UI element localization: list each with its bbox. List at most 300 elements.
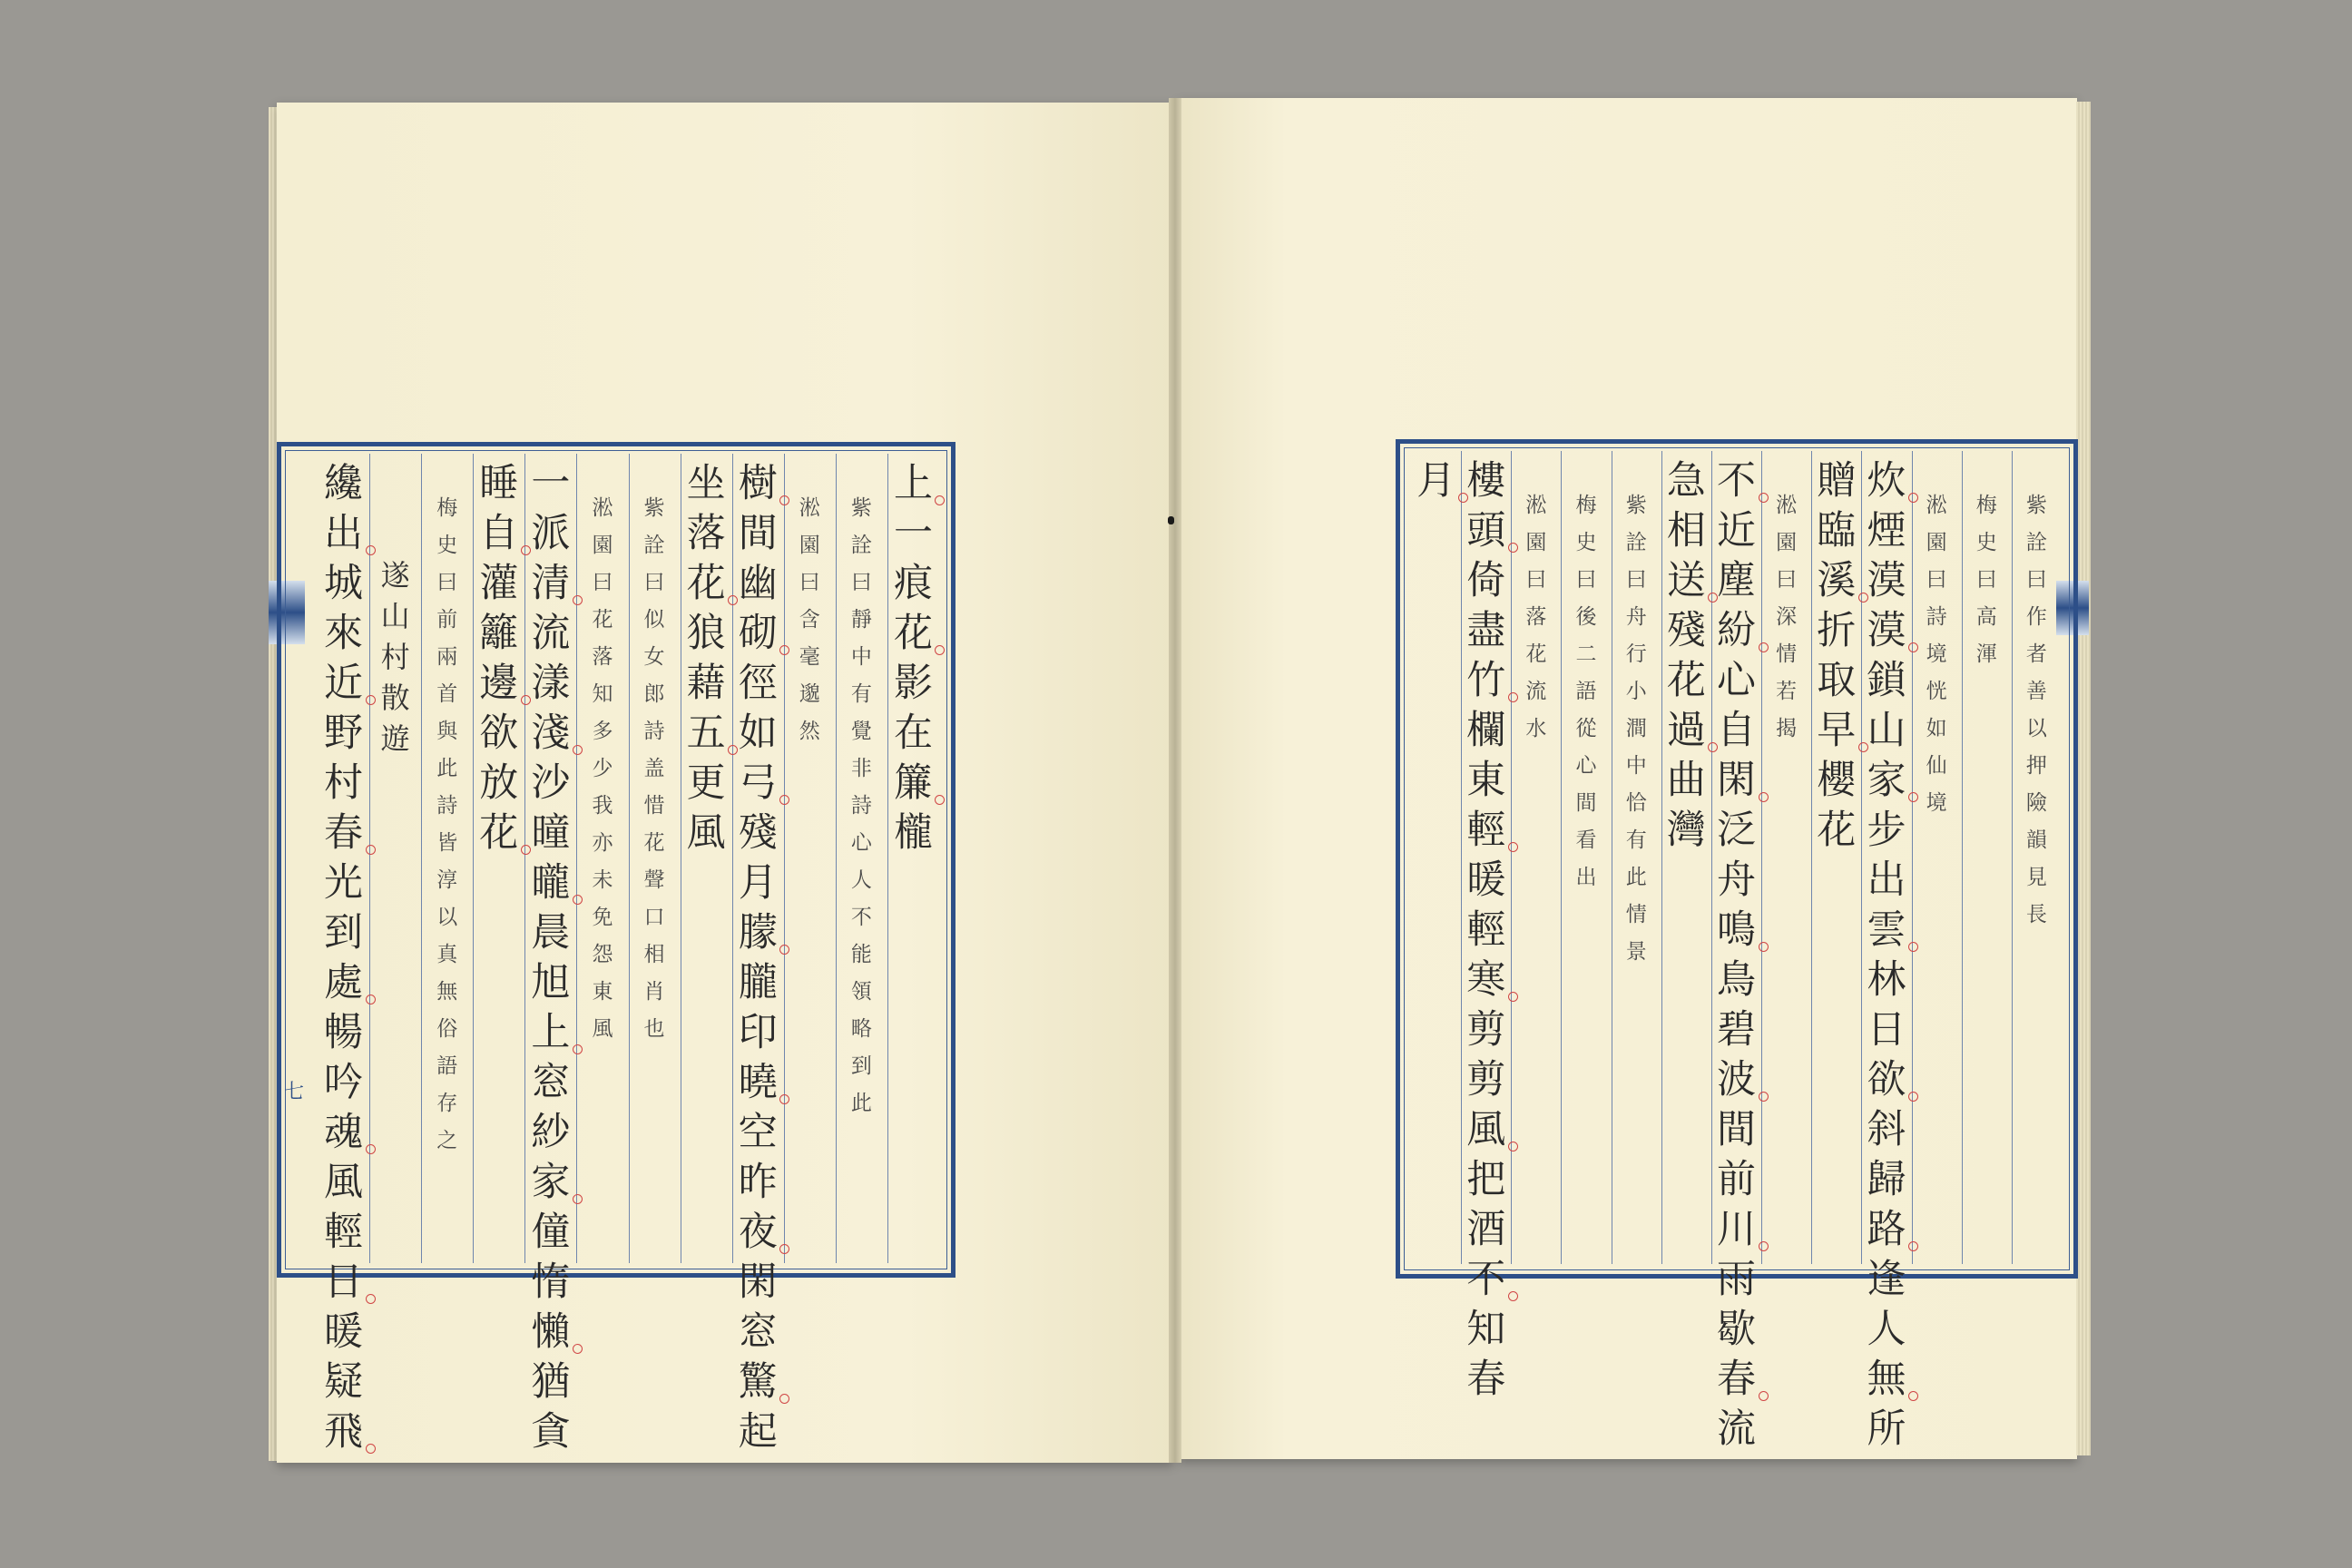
- glyph: 紗: [531, 1110, 571, 1155]
- glyph: 月: [738, 860, 778, 906]
- glyph: 恰: [1625, 791, 1647, 815]
- glyph: 歸: [1867, 1157, 1906, 1202]
- glyph: 惜: [643, 794, 665, 818]
- glyph: 史: [436, 534, 458, 557]
- glyph: 情: [1625, 903, 1647, 926]
- punctuation-mark: [366, 695, 376, 705]
- glyph: 漠: [1867, 558, 1906, 603]
- glyph: 紫: [2025, 494, 2047, 517]
- text-column-note: [1573, 487, 1600, 897]
- glyph: 流: [1717, 1406, 1756, 1452]
- glyph: 恍: [1926, 680, 1947, 703]
- punctuation-mark: [573, 595, 583, 605]
- column-rule: [629, 454, 630, 1263]
- glyph: 坐: [686, 461, 726, 506]
- glyph: 櫻: [1817, 758, 1857, 803]
- glyph: 風: [592, 1017, 613, 1041]
- glyph: 日: [1867, 1007, 1906, 1053]
- glyph: 路: [1867, 1207, 1906, 1252]
- glyph: 梅: [436, 496, 458, 520]
- column-text: [531, 459, 570, 1457]
- column-rule: [1661, 451, 1662, 1264]
- glyph: 渾: [1975, 642, 1997, 666]
- column-text: [1525, 487, 1546, 748]
- glyph: 雨: [1717, 1257, 1756, 1302]
- glyph: 此: [436, 757, 458, 780]
- column-rule: [1811, 451, 1812, 1264]
- glyph: 曨: [531, 860, 571, 906]
- column-rule: [473, 454, 474, 1263]
- column-rule: [1962, 451, 1963, 1264]
- glyph: 泛: [1717, 808, 1756, 853]
- glyph: 竹: [1466, 658, 1506, 703]
- glyph: 酒: [1466, 1207, 1506, 1252]
- punctuation-mark: [1759, 1092, 1769, 1102]
- glyph: 漠: [1867, 608, 1906, 653]
- column-text: [381, 555, 410, 760]
- text-column-note: [1622, 487, 1650, 971]
- glyph: 人: [1867, 1307, 1906, 1352]
- glyph: 境: [1926, 791, 1947, 815]
- text-column-note: [641, 490, 668, 1048]
- glyph: 東: [1466, 758, 1506, 803]
- glyph: 家: [1867, 758, 1906, 803]
- punctuation-mark: [1858, 593, 1868, 603]
- glyph: 輕: [1466, 808, 1506, 853]
- glyph: 皆: [436, 831, 458, 855]
- glyph: 幽: [738, 561, 778, 606]
- glyph: 有: [850, 682, 872, 706]
- glyph: 邊: [479, 661, 519, 706]
- punctuation-mark: [366, 845, 376, 855]
- glyph: 殘: [1666, 608, 1706, 653]
- glyph: 落: [592, 645, 613, 669]
- glyph: 紛: [1717, 608, 1756, 653]
- text-column-main: [1713, 456, 1760, 1455]
- glyph: 詮: [643, 534, 665, 557]
- glyph: 輕: [1466, 907, 1506, 953]
- glyph: 知: [1466, 1307, 1506, 1352]
- glyph: 逢: [1867, 1257, 1906, 1302]
- glyph: 善: [2025, 680, 2047, 703]
- glyph: 藉: [686, 661, 726, 706]
- glyph: 到: [324, 910, 364, 956]
- glyph: 詩: [850, 794, 872, 818]
- column-text: [1926, 487, 1947, 822]
- column-rule: [1912, 451, 1913, 1264]
- glyph: 林: [1867, 957, 1906, 1003]
- glyph: 見: [2025, 866, 2047, 889]
- glyph: 在: [893, 710, 933, 756]
- glyph: 急: [1666, 458, 1706, 504]
- punctuation-mark: [1508, 543, 1518, 553]
- glyph: 人: [850, 868, 872, 892]
- text-column-main: [1463, 456, 1510, 1405]
- glyph: 間: [738, 511, 778, 556]
- glyph: 鳥: [1717, 957, 1756, 1003]
- glyph: 詩: [1926, 605, 1947, 629]
- column-rule: [732, 454, 733, 1263]
- glyph: 淞: [1776, 494, 1798, 517]
- glyph: 淺: [531, 710, 571, 756]
- column-text: [1867, 456, 1906, 1455]
- glyph: 行: [1625, 642, 1647, 666]
- glyph: 詮: [1625, 531, 1647, 554]
- glyph: 早: [1817, 708, 1857, 753]
- column-rule: [2012, 451, 2013, 1264]
- glyph: 暖: [324, 1309, 364, 1355]
- glyph: 不: [1466, 1257, 1506, 1302]
- glyph: 無: [436, 980, 458, 1004]
- glyph: 流: [1525, 680, 1547, 703]
- glyph: 炊: [1867, 458, 1906, 504]
- glyph: 灣: [1666, 808, 1706, 853]
- glyph: 一: [531, 461, 571, 506]
- glyph: 曰: [799, 571, 820, 594]
- punctuation-mark: [1508, 692, 1518, 702]
- column-rule: [421, 454, 422, 1263]
- text-column-main: [889, 459, 936, 858]
- punctuation-mark: [1908, 942, 1918, 952]
- text-column-main: [475, 459, 523, 858]
- text-column-main: [734, 459, 781, 1457]
- glyph: 淞: [1525, 494, 1547, 517]
- glyph: 未: [592, 868, 613, 892]
- column-rule: [1861, 451, 1862, 1264]
- glyph: 郎: [643, 682, 665, 706]
- glyph: 心: [1575, 754, 1597, 778]
- glyph: 毫: [799, 645, 820, 669]
- column-text: [1626, 487, 1647, 971]
- glyph: 曲: [1666, 758, 1706, 803]
- glyph: 曰: [1975, 568, 1997, 592]
- glyph: 空: [738, 1110, 778, 1155]
- text-column-title: [376, 555, 416, 760]
- column-text: [1466, 456, 1505, 1405]
- glyph: 花: [1525, 642, 1547, 666]
- glyph: 紫: [643, 496, 665, 520]
- glyph: 上: [531, 1010, 571, 1055]
- glyph: 遂: [380, 558, 410, 593]
- text-column-main: [1413, 456, 1460, 506]
- text-column-note: [1973, 487, 2000, 673]
- text-column-note: [434, 490, 461, 1160]
- glyph: 多: [592, 720, 613, 743]
- glyph: 贈: [1817, 458, 1857, 504]
- text-column-main: [1662, 456, 1710, 856]
- glyph: 情: [1776, 642, 1798, 666]
- glyph: 盖: [643, 757, 665, 780]
- glyph: 此: [1625, 866, 1647, 889]
- punctuation-mark: [1759, 1241, 1769, 1251]
- glyph: 惰: [531, 1259, 571, 1305]
- glyph: 後: [1575, 605, 1597, 629]
- glyph: 花: [893, 611, 933, 656]
- glyph: 飛: [324, 1409, 364, 1455]
- glyph: 相: [643, 943, 665, 966]
- glyph: 日: [324, 1259, 364, 1305]
- column-rule: [836, 454, 837, 1263]
- glyph: 輕: [324, 1210, 364, 1255]
- glyph: 春: [1717, 1357, 1756, 1402]
- glyph: 兩: [436, 645, 458, 669]
- glyph: 詮: [850, 534, 872, 557]
- glyph: 風: [324, 1160, 364, 1205]
- glyph: 知: [592, 682, 613, 706]
- punctuation-mark: [1908, 493, 1918, 503]
- glyph: 以: [436, 906, 458, 929]
- glyph: 山: [1867, 708, 1906, 753]
- glyph: 紫: [1625, 494, 1647, 517]
- glyph: 五: [686, 710, 726, 756]
- glyph: 晨: [531, 910, 571, 956]
- glyph: 暖: [1466, 858, 1506, 903]
- glyph: 也: [643, 1017, 665, 1041]
- glyph: 山: [380, 599, 410, 633]
- column-text: [1717, 456, 1756, 1455]
- glyph: 園: [799, 534, 820, 557]
- glyph: 漾: [531, 661, 571, 706]
- glyph: 朦: [738, 910, 778, 956]
- text-column-note: [848, 490, 875, 1122]
- glyph: 詩: [436, 794, 458, 818]
- text-column-main: [1863, 456, 1910, 1455]
- glyph: 然: [799, 720, 820, 743]
- glyph: 自: [479, 511, 519, 556]
- glyph: 簾: [893, 760, 933, 806]
- glyph: 弓: [738, 760, 778, 806]
- glyph: 家: [531, 1160, 571, 1205]
- glyph: 派: [531, 511, 571, 556]
- text-column-main: [527, 459, 574, 1457]
- glyph: 村: [324, 760, 364, 806]
- glyph: 寒: [1466, 957, 1506, 1003]
- punctuation-mark: [1759, 642, 1769, 652]
- glyph: 有: [1625, 828, 1647, 852]
- column-rule: [1461, 451, 1462, 1264]
- glyph: 曰: [1625, 568, 1647, 592]
- glyph: 淞: [1926, 494, 1947, 517]
- glyph: 吟: [324, 1060, 364, 1105]
- glyph: 以: [2025, 717, 2047, 740]
- glyph: 中: [850, 645, 872, 669]
- column-text: [1576, 487, 1597, 897]
- glyph: 猶: [531, 1359, 571, 1405]
- glyph: 遊: [380, 721, 410, 756]
- glyph: 園: [592, 534, 613, 557]
- glyph: 印: [738, 1010, 778, 1055]
- glyph: 中: [1625, 754, 1647, 778]
- glyph: 出: [1867, 858, 1906, 903]
- glyph: 相: [1666, 508, 1706, 554]
- column-text: [799, 490, 820, 750]
- glyph: 昨: [738, 1160, 778, 1205]
- glyph: 口: [643, 906, 665, 929]
- column-text: [1976, 487, 1997, 673]
- glyph: 送: [1666, 558, 1706, 603]
- glyph: 雲: [1867, 907, 1906, 953]
- glyph: 近: [324, 661, 364, 706]
- glyph: 野: [324, 710, 364, 756]
- punctuation-mark: [1508, 1142, 1518, 1152]
- glyph: 舟: [1717, 858, 1756, 903]
- glyph: 曰: [1575, 568, 1597, 592]
- glyph: 驚: [738, 1359, 778, 1405]
- punctuation-mark: [1759, 493, 1769, 503]
- glyph: 曰: [1525, 568, 1547, 592]
- glyph: 揭: [1776, 717, 1798, 740]
- glyph: 間: [1575, 791, 1597, 815]
- column-text: [851, 490, 872, 1122]
- glyph: 灌: [479, 561, 519, 606]
- glyph: 若: [1776, 680, 1798, 703]
- glyph: 籬: [479, 611, 519, 656]
- glyph: 徑: [738, 661, 778, 706]
- glyph: 東: [592, 980, 613, 1004]
- glyph: 史: [1575, 531, 1597, 554]
- column-text: [2026, 487, 2047, 934]
- glyph: 影: [893, 661, 933, 706]
- glyph: 春: [324, 810, 364, 856]
- glyph: 閑: [1717, 758, 1756, 803]
- glyph: 語: [1575, 680, 1597, 703]
- glyph: 無: [1867, 1357, 1906, 1402]
- glyph: 放: [479, 760, 519, 806]
- glyph: 旭: [531, 960, 571, 1005]
- glyph: 花: [592, 608, 613, 632]
- glyph: 櫳: [893, 810, 933, 856]
- glyph: 波: [1717, 1057, 1756, 1102]
- glyph: 非: [850, 757, 872, 780]
- text-column-note: [796, 490, 823, 750]
- text-column-note: [1773, 487, 1800, 748]
- glyph: 剪: [1466, 1007, 1506, 1053]
- column-text: [739, 459, 778, 1457]
- punctuation-mark: [521, 695, 531, 705]
- right-page-edge: [2076, 102, 2091, 1455]
- glyph: 花: [479, 810, 519, 856]
- punctuation-mark: [573, 1194, 583, 1204]
- punctuation-mark: [573, 745, 583, 755]
- glyph: 流: [531, 611, 571, 656]
- glyph: 落: [686, 511, 726, 556]
- glyph: 韻: [2025, 828, 2047, 852]
- glyph: 略: [850, 1017, 872, 1041]
- glyph: 暢: [324, 1010, 364, 1055]
- glyph: 詮: [2025, 531, 2047, 554]
- glyph: 村: [380, 640, 410, 674]
- column-rule: [576, 454, 577, 1263]
- glyph: 貪: [531, 1409, 571, 1455]
- glyph: 花: [643, 831, 665, 855]
- glyph: 鎖: [1867, 658, 1906, 703]
- glyph: 川: [1717, 1207, 1756, 1252]
- column-rule: [524, 454, 525, 1263]
- glyph: 出: [324, 511, 364, 556]
- glyph: 靜: [850, 608, 872, 632]
- glyph: 頭: [1466, 508, 1506, 554]
- glyph: 歇: [1717, 1307, 1756, 1352]
- glyph: 散: [380, 681, 410, 715]
- glyph: 倚: [1466, 558, 1506, 603]
- glyph: 梅: [1975, 494, 1997, 517]
- glyph: 長: [2025, 903, 2047, 926]
- column-text: [1667, 456, 1706, 856]
- glyph: 花: [1666, 658, 1706, 703]
- punctuation-mark: [1858, 742, 1868, 752]
- glyph: 曉: [738, 1060, 778, 1105]
- glyph: 狼: [686, 611, 726, 656]
- glyph: 此: [850, 1092, 872, 1115]
- glyph: 出: [1575, 866, 1597, 889]
- glyph: 梅: [1575, 494, 1597, 517]
- glyph: 澗: [1625, 717, 1647, 740]
- text-column-note: [1923, 487, 1950, 822]
- punctuation-mark: [573, 895, 583, 905]
- glyph: 懶: [531, 1309, 571, 1355]
- glyph: 把: [1466, 1157, 1506, 1202]
- glyph: 我: [592, 794, 613, 818]
- text-column-note: [2023, 487, 2050, 934]
- glyph: 城: [324, 561, 364, 606]
- glyph: 曰: [1926, 568, 1947, 592]
- glyph: 樹: [738, 461, 778, 506]
- glyph: 取: [1817, 658, 1857, 703]
- glyph: 殘: [738, 810, 778, 856]
- column-rule: [784, 454, 785, 1263]
- column-text: [479, 459, 518, 858]
- glyph: 園: [1525, 531, 1547, 554]
- punctuation-mark: [1908, 642, 1918, 652]
- glyph: 過: [1666, 708, 1706, 753]
- punctuation-mark: [1908, 1241, 1918, 1251]
- glyph: 怨: [592, 943, 613, 966]
- punctuation-mark: [1759, 792, 1769, 802]
- glyph: 煙: [1867, 508, 1906, 554]
- glyph: 淳: [436, 868, 458, 892]
- glyph: 曰: [850, 571, 872, 594]
- glyph: 肖: [643, 980, 665, 1004]
- glyph: 前: [436, 608, 458, 632]
- glyph: 風: [1466, 1107, 1506, 1152]
- glyph: 夜: [738, 1210, 778, 1255]
- glyph: 臨: [1817, 508, 1857, 554]
- glyph: 園: [1926, 531, 1947, 554]
- glyph: 首: [436, 682, 458, 706]
- glyph: 邈: [799, 682, 820, 706]
- glyph: 沙: [531, 760, 571, 806]
- glyph: 月: [1416, 458, 1456, 504]
- glyph: 深: [1776, 605, 1798, 629]
- column-rule: [1711, 451, 1712, 1264]
- glyph: 紫: [850, 496, 872, 520]
- glyph: 欲: [1867, 1057, 1906, 1102]
- punctuation-mark: [1908, 792, 1918, 802]
- glyph: 語: [436, 1054, 458, 1078]
- glyph: 如: [1926, 717, 1947, 740]
- text-column-note: [589, 490, 616, 1048]
- glyph: 覺: [850, 720, 872, 743]
- glyph: 女: [643, 645, 665, 669]
- glyph: 剪: [1466, 1057, 1506, 1102]
- punctuation-mark: [366, 1144, 376, 1154]
- glyph: 免: [592, 906, 613, 929]
- column-text: [687, 459, 726, 858]
- glyph: 閑: [738, 1259, 778, 1305]
- punctuation-mark: [1759, 942, 1769, 952]
- column-text: [324, 459, 363, 1457]
- glyph: 之: [436, 1129, 458, 1152]
